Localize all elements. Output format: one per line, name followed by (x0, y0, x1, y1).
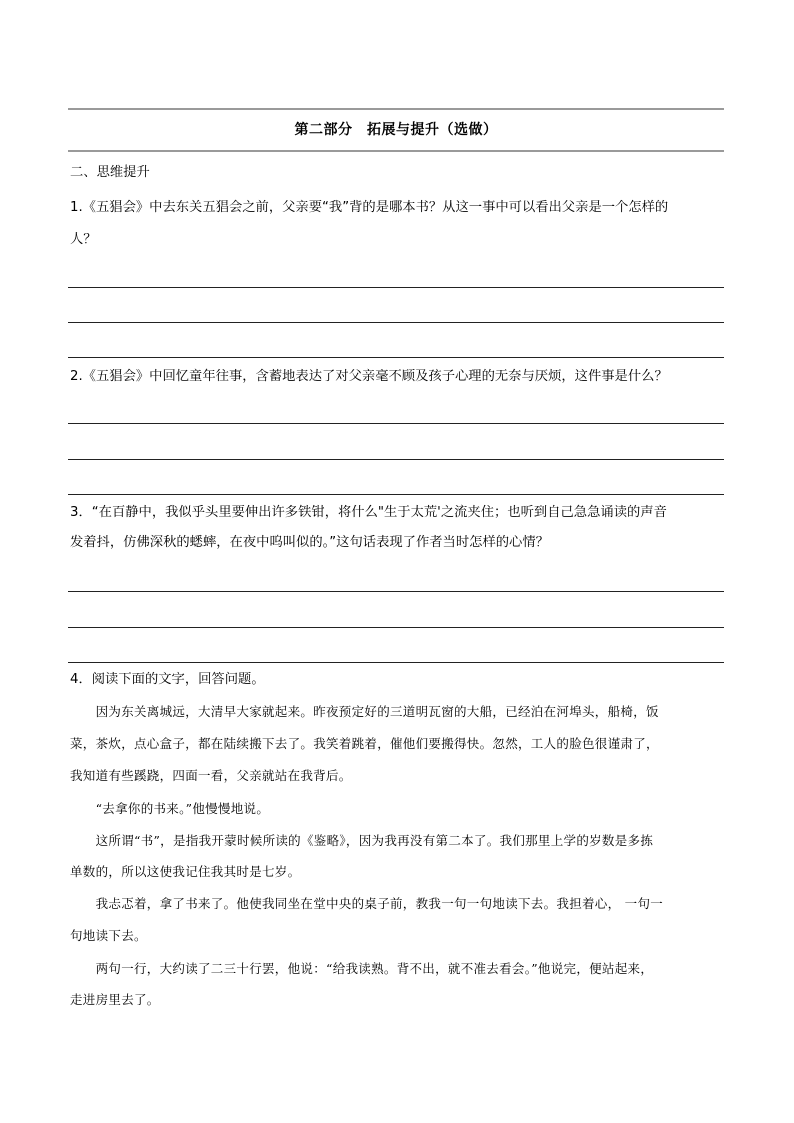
question-4-line-1: 4．阅读下面的文字，回答问题。 (70, 672, 265, 687)
passage-line: 菜，茶炊，点心盒子，都在陆续搬下去了。我笑着跳着，催他们要搬得快。忽然，工人的脸色很谨肃了， (70, 736, 659, 751)
question-3-line-2: 发着抖，仿佛深秋的蟋蟀，在夜中呜叫似的。”这句话表现了作者当时怎样的心情？ (70, 535, 549, 550)
page-title: 第二部分 拓展与提升（选做） (294, 122, 498, 138)
answer-line[interactable] (68, 662, 724, 663)
passage-line: 我知道有些蹊跷，四面一看，父亲就站在我背后。 (70, 768, 352, 783)
passage-line: 句地读下去。 (70, 928, 147, 943)
answer-line[interactable] (68, 357, 724, 358)
answer-line[interactable] (68, 322, 724, 323)
question-1-line-1: 1.《五猖会》中去东关五猖会之前，父亲要“我”背的是哪本书？从这一事中可以看出父亲是一个怎样的 (70, 200, 669, 215)
passage-line: 我忐忑着，拿了书来了。他使我同坐在堂中央的桌子前，教我一句一句地读下去。我担着心， 一句一 (70, 896, 664, 911)
question-1-line-2: 人？ (70, 232, 97, 247)
question-2-line-1: 2.《五猖会》中回忆童年往事，含蓄地表达了对父亲毫不顾及孩子心理的无奈与厌烦，这件事是什么？ (70, 369, 668, 384)
answer-line[interactable] (68, 459, 724, 460)
answer-line[interactable] (68, 287, 724, 288)
section-header (68, 108, 724, 152)
passage-line: 这所谓“书”，是指我开蒙时候所读的《鉴略》，因为我再没有第二本了。我们那里上学的岁数是多拣 (70, 833, 654, 848)
section-heading: 二、思维提升 (70, 165, 150, 180)
passage-line: “去拿你的书来。”他慢慢地说。 (70, 801, 270, 816)
passage-line: 两句一行，大约读了二三十行罢，他说：“给我读熟。背不出，就不准去看会。”他说完，便站起来， (70, 961, 654, 976)
passage-line: 走进房里去了。 (70, 992, 160, 1007)
answer-line[interactable] (68, 627, 724, 628)
answer-line[interactable] (68, 591, 724, 592)
answer-line[interactable] (68, 423, 724, 424)
passage-line: 因为东关离城远，大清早大家就起来。昨夜预定好的三道明瓦窗的大船，已经泊在河埠头，船椅，饭 (70, 704, 659, 719)
passage-line: 单数的，所以这使我记住我其时是七岁。 (70, 864, 301, 879)
answer-line[interactable] (68, 494, 724, 495)
question-3-line-1: 3．“在百静中，我似乎头里要伸出许多铁钳，将什么"生于太荒'之流夹住；也听到自己急急诵读的声音 (70, 505, 667, 520)
